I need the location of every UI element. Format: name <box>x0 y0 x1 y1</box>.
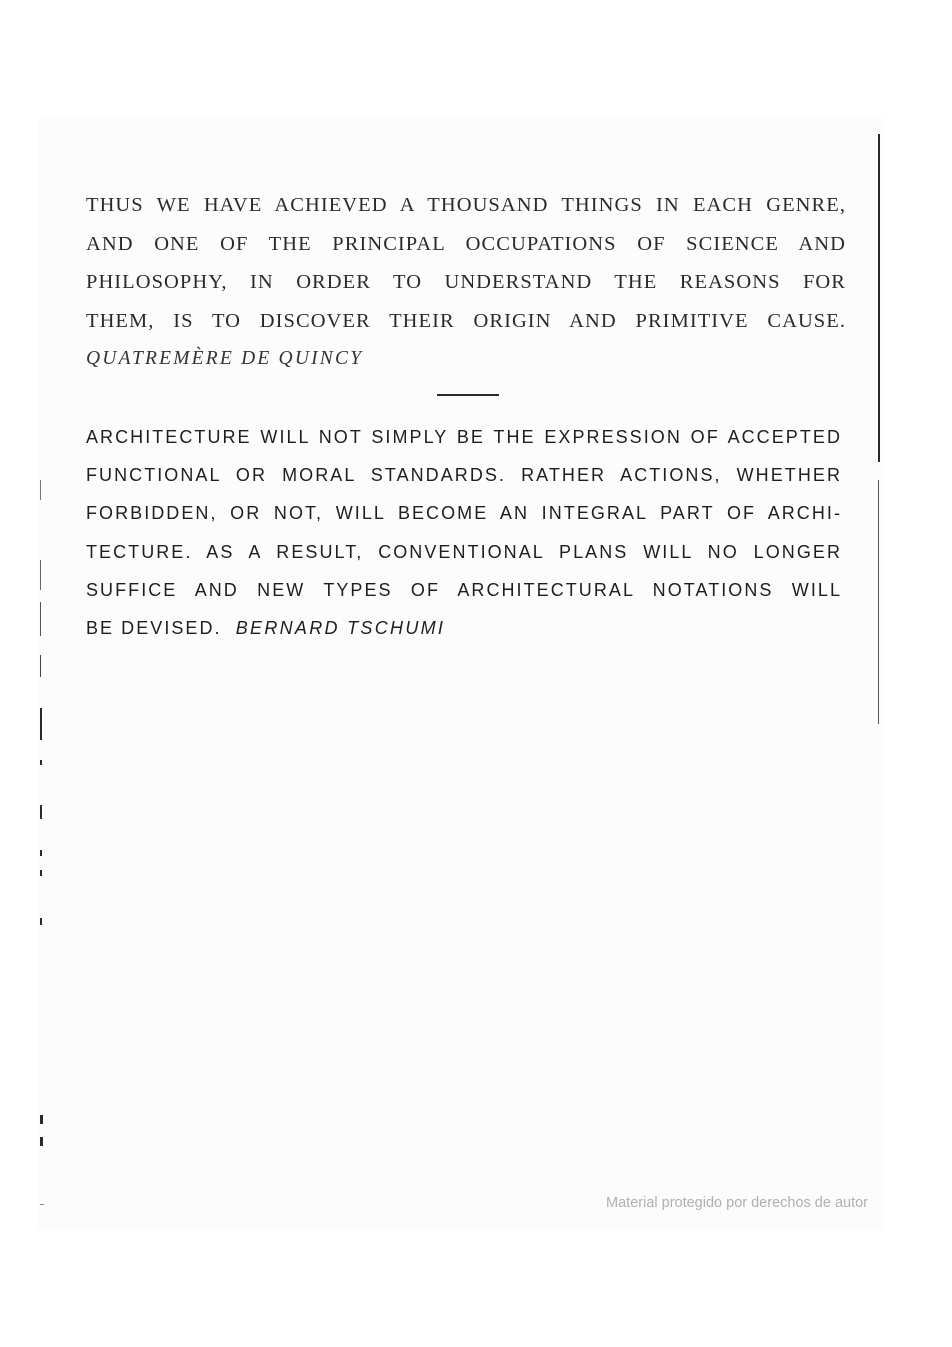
quote-line: PHILOSOPHY, IN ORDER TO UNDERSTAND THE REASONS FOR <box>86 271 846 293</box>
quote-line: ARCHITECTURE WILL NOT SIMPLY BE THE EXPRESSION OF ACCEPTED <box>86 427 842 447</box>
quote-line: FUNCTIONAL OR MORAL STANDARDS. RATHER ACTIONS, WHETHER <box>86 465 842 486</box>
copyright-notice: Material protegido por derechos de autor <box>606 1195 868 1211</box>
scan-edge-left-2 <box>40 560 41 590</box>
scan-edge-left-9 <box>40 870 42 876</box>
scan-edge-left-12 <box>40 1137 43 1146</box>
quote-line: THUS WE HAVE ACHIEVED A THOUSAND THINGS IN EACH GENRE, <box>86 194 846 216</box>
quote-attribution: QUATREMÈRE DE QUINCY <box>86 348 364 369</box>
scan-edge-right-top <box>878 134 880 462</box>
scan-edge-left-6 <box>40 760 42 765</box>
scan-edge-left-7 <box>40 805 42 819</box>
quote-line: SUFFICE AND NEW TYPES OF ARCHITECTURAL NOTATIONS WILL <box>86 579 842 600</box>
scan-edge-left-11 <box>40 1115 43 1124</box>
scan-edge-left-8 <box>40 850 42 856</box>
scan-edge-left-3 <box>40 602 41 636</box>
quote-line: AND ONE OF THE PRINCIPAL OCCUPATIONS OF SCIENCE AND <box>86 232 846 255</box>
scan-edge-left-10 <box>40 918 42 925</box>
scan-edge-right-bottom <box>878 480 879 724</box>
quote-attribution: BERNARD TSCHUMI <box>235 618 446 639</box>
epigraph-quote-quatremere <box>86 186 846 379</box>
scan-edge-left-1 <box>40 480 41 500</box>
quote-line: TECTURE. AS A RESULT, CONVENTIONAL PLANS WILL NO LONGER <box>86 541 842 562</box>
scan-edge-left-13 <box>40 1204 44 1205</box>
epigraph-quote-tschumi <box>86 418 842 647</box>
section-divider <box>437 394 499 396</box>
quote-line: FORBIDDEN, OR NOT, WILL BECOME AN INTEGRAL PART OF ARCHI- <box>86 503 842 524</box>
quote-line: BE DEVISED. <box>86 618 222 639</box>
quote-line: THEM, IS TO DISCOVER THEIR ORIGIN AND PRIMITIVE CAUSE. <box>86 309 846 332</box>
quote-final-line <box>86 609 842 647</box>
scan-edge-left-4 <box>40 655 41 677</box>
scan-edge-left-5 <box>40 708 42 740</box>
